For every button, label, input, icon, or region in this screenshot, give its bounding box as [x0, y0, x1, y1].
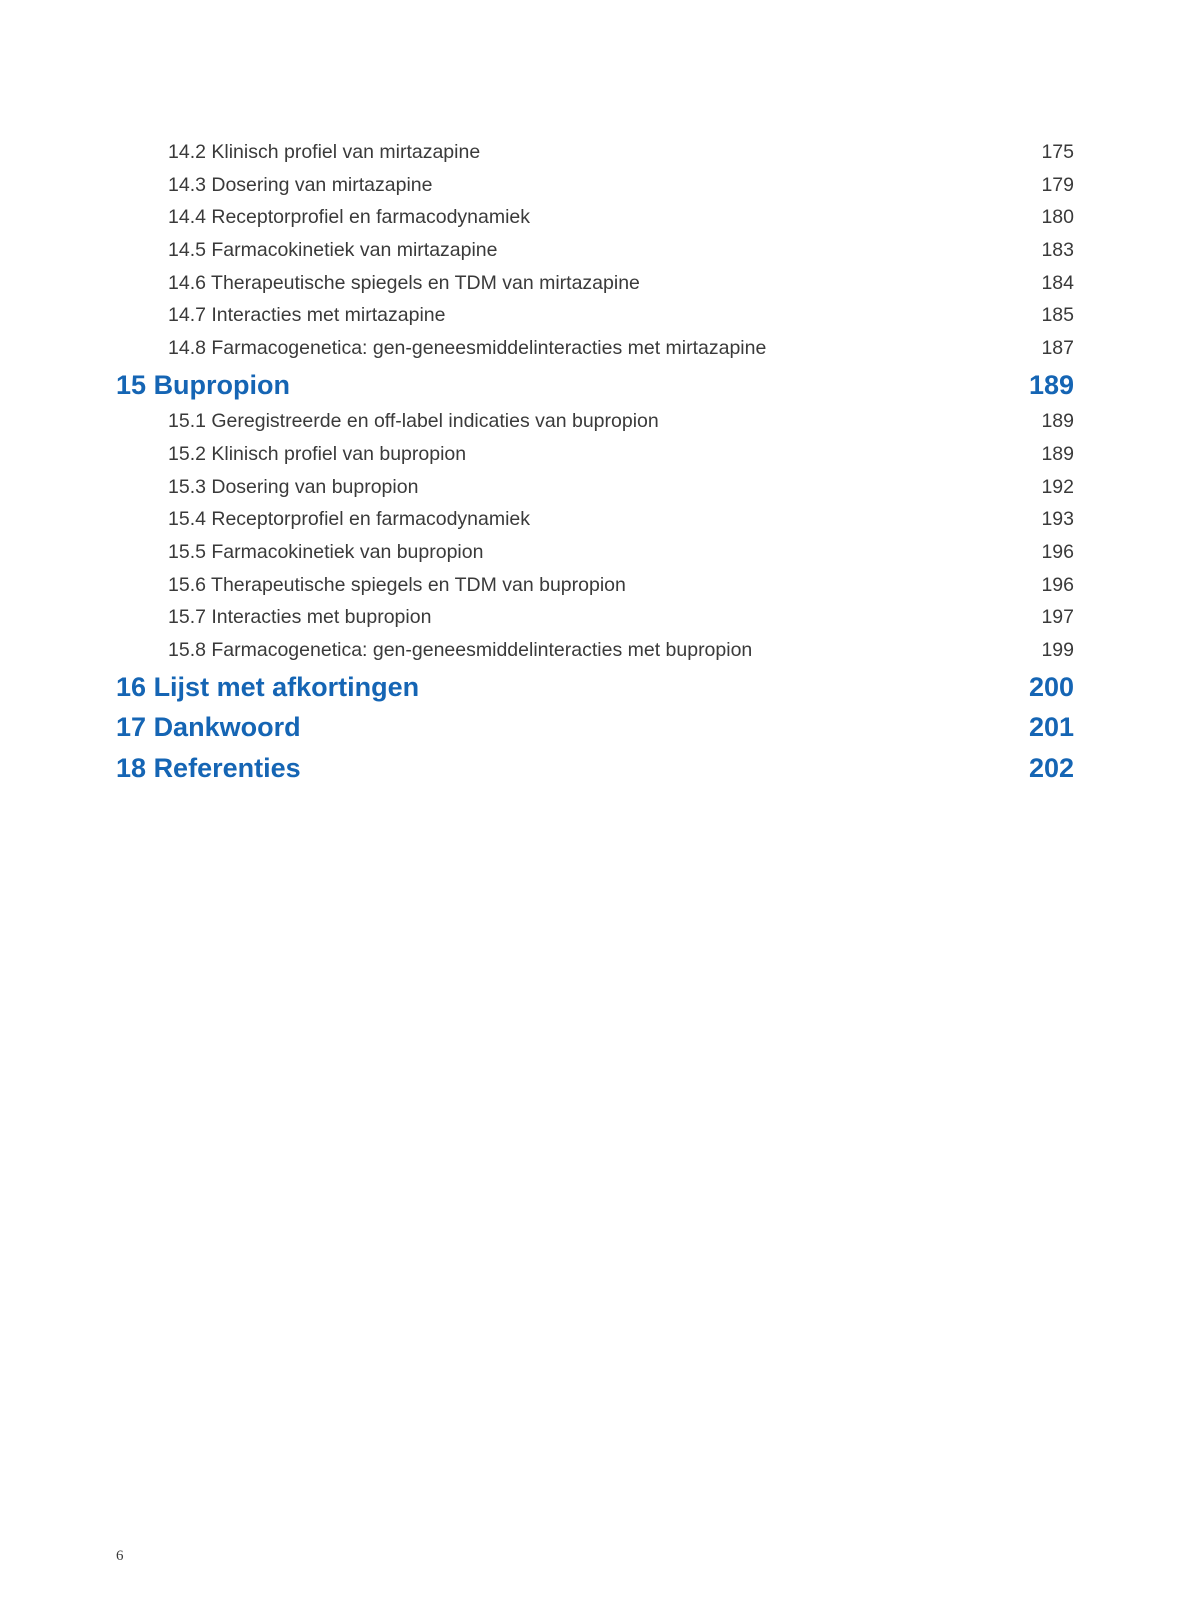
toc-entry-page: 202	[1028, 752, 1074, 783]
toc-entry-title: Therapeutische spiegels en TDM van mirtazapine	[211, 271, 640, 294]
toc-entry-title: Interacties met bupropion	[211, 606, 432, 629]
toc-entry-label	[168, 332, 766, 365]
toc-subsection-entry[interactable]	[116, 332, 1074, 365]
toc-entry-title: Dosering van bupropion	[211, 475, 419, 498]
toc-subsection-entry[interactable]	[116, 536, 1074, 569]
toc-entry-title: Farmacogenetica: gen-geneesmiddelinteracties met bupropion	[211, 639, 753, 662]
toc-subsection-entry[interactable]	[116, 601, 1074, 634]
toc-entry-page: 192	[1041, 475, 1074, 498]
toc-entry-label	[116, 707, 301, 748]
toc-entry-number: 14.6	[168, 271, 206, 294]
page-number: 6	[116, 1548, 124, 1564]
toc-entry-number: 14.8	[168, 337, 206, 360]
toc-entry-page: 187	[1041, 337, 1074, 360]
toc-subsection-entry[interactable]	[116, 299, 1074, 332]
toc-entry-number: 15.5	[168, 541, 206, 564]
toc-entry-label	[168, 601, 431, 634]
toc-entry-label	[168, 267, 640, 300]
toc-entry-label	[168, 405, 659, 438]
toc-entry-title: Geregistreerde en off-label indicaties van bupropion	[211, 410, 659, 433]
toc-entry-label	[168, 299, 445, 332]
toc-entry-label	[168, 503, 530, 536]
toc-entry-number: 15	[116, 369, 147, 400]
toc-entry-title: Lijst met afkortingen	[153, 671, 420, 702]
toc-entry-page: 179	[1041, 173, 1074, 196]
toc-chapter-entry[interactable]	[116, 667, 1074, 708]
toc-entry-page: 189	[1041, 410, 1074, 433]
table-of-contents	[116, 136, 1074, 788]
toc-entry-label	[168, 536, 483, 569]
toc-entry-number: 16	[116, 671, 147, 702]
toc-entry-page: 185	[1041, 304, 1074, 327]
toc-entry-title: Farmacokinetiek van bupropion	[211, 541, 484, 564]
toc-entry-title: Interacties met mirtazapine	[211, 304, 446, 327]
toc-entry-number: 14.3	[168, 173, 206, 196]
toc-entry-label	[168, 569, 626, 602]
toc-entry-label	[168, 136, 480, 169]
toc-entry-page: 193	[1041, 508, 1074, 531]
toc-entry-label	[168, 634, 752, 667]
toc-entry-label	[168, 201, 530, 234]
toc-entry-label	[116, 365, 290, 406]
toc-entry-page: 180	[1041, 206, 1074, 229]
toc-entry-number: 17	[116, 712, 147, 743]
toc-subsection-entry[interactable]	[116, 569, 1074, 602]
toc-subsection-entry[interactable]	[116, 201, 1074, 234]
toc-entry-label	[168, 471, 418, 504]
toc-entry-page: 197	[1041, 606, 1074, 629]
toc-entry-title: Therapeutische spiegels en TDM van bupropion	[211, 573, 626, 596]
toc-subsection-entry[interactable]	[116, 471, 1074, 504]
toc-entry-title: Klinisch profiel van bupropion	[211, 443, 467, 465]
toc-entry-page: 189	[1028, 369, 1074, 400]
toc-chapter-entry[interactable]	[116, 365, 1074, 406]
toc-entry-title: Referenties	[153, 752, 301, 783]
toc-chapter-entry[interactable]	[116, 748, 1074, 789]
toc-entry-page: 201	[1028, 712, 1074, 743]
toc-subsection-entry[interactable]	[116, 169, 1074, 202]
toc-entry-label	[168, 234, 498, 267]
toc-entry-number: 14.4	[168, 206, 206, 229]
toc-entry-label	[168, 169, 432, 202]
toc-entry-number: 15.3	[168, 475, 206, 498]
toc-entry-number: 18	[116, 752, 147, 783]
toc-subsection-entry[interactable]	[116, 136, 1074, 169]
toc-chapter-entry[interactable]	[116, 707, 1074, 748]
toc-entry-number: 15.6	[168, 573, 206, 596]
toc-entry-title: Dosering van mirtazapine	[211, 173, 433, 196]
toc-subsection-entry[interactable]	[116, 405, 1074, 438]
toc-entry-number: 15.4	[168, 508, 206, 531]
toc-entry-page: 196	[1041, 541, 1074, 564]
toc-entry-title: Receptorprofiel en farmacodynamiek	[211, 508, 531, 531]
toc-entry-number: 15.1	[168, 410, 206, 433]
toc-entry-page: 200	[1028, 671, 1074, 702]
toc-entry-number: 15.8	[168, 639, 206, 662]
toc-subsection-entry[interactable]	[116, 503, 1074, 536]
toc-entry-page: 183	[1041, 239, 1074, 262]
toc-subsection-entry[interactable]	[116, 438, 1074, 471]
toc-entry-title: Bupropion	[153, 369, 291, 400]
toc-entry-page: 189	[1041, 443, 1074, 465]
toc-entry-title: Klinisch profiel van mirtazapine	[211, 141, 481, 163]
toc-subsection-entry[interactable]	[116, 234, 1074, 267]
toc-entry-title: Farmacogenetica: gen-geneesmiddelinteracties met mirtazapine	[211, 337, 767, 360]
toc-entry-number: 15.7	[168, 606, 206, 629]
toc-entry-page: 199	[1041, 639, 1074, 662]
toc-subsection-entry[interactable]	[116, 634, 1074, 667]
toc-entry-page: 184	[1041, 271, 1074, 294]
toc-subsection-entry[interactable]	[116, 267, 1074, 300]
toc-entry-title: Farmacokinetiek van mirtazapine	[211, 239, 498, 262]
toc-entry-page: 175	[1041, 141, 1074, 163]
toc-entry-number: 15.2	[168, 443, 206, 465]
toc-entry-title: Receptorprofiel en farmacodynamiek	[211, 206, 531, 229]
toc-entry-number: 14.2	[168, 141, 206, 163]
toc-entry-number: 14.7	[168, 304, 206, 327]
toc-entry-number: 14.5	[168, 239, 206, 262]
toc-entry-label	[116, 748, 301, 789]
toc-entry-label	[116, 667, 419, 708]
toc-entry-title: Dankwoord	[153, 712, 301, 743]
toc-entry-label	[168, 438, 466, 471]
toc-entry-page: 196	[1041, 573, 1074, 596]
